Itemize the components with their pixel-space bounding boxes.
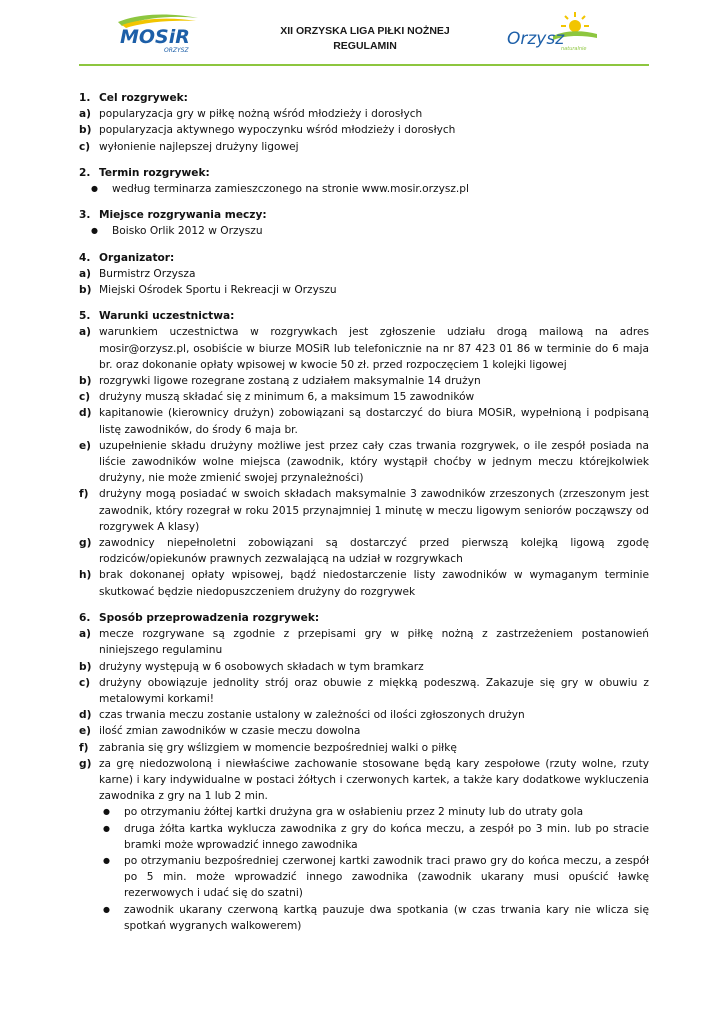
list-item [79, 567, 649, 599]
item-text: zabrania się gry wślizgiem w momencie bezpośredniej walki o piłkę [99, 741, 457, 754]
item-text: za grę niedozwoloną i niewłaściwe zachowanie stosowane będą kary zespołowe (rzuty wolne, rzuty karne) i kary indywidualne w postaci żółtych i czerwonych kartek, a także kary dodatkowe wykluczenia zawodnika z gry na 1 lub 2 min. [99, 757, 649, 803]
list-item [79, 122, 649, 138]
list-item [79, 723, 649, 739]
list-item [79, 373, 649, 389]
item-text: uzupełnienie składu drużyny możliwe jest przez cały czas trwania rozgrywek, o ile zespół posiada na liście zawodników wolne miejsca (zawodnik, który wystąpił choćby w jednym meczu którejkolwiek drużyny, nie może zmienić swojej przynależności) [99, 439, 649, 485]
item-text: ilość zmian zawodników w czasie meczu dowolna [99, 725, 361, 738]
section-heading [79, 165, 649, 181]
list-item [79, 266, 649, 282]
item-label: a) [79, 108, 91, 121]
item-text: drużyny obowiązuje jednolity strój oraz obuwie z miękką podeszwą. Zakazuje się gry w obuwiu z metalowymi korkami! [99, 676, 649, 705]
item-label: b) [79, 284, 92, 297]
bullet-item [79, 223, 649, 239]
svg-text:naturalnie: naturalnie [561, 46, 587, 52]
bullet-icon: ● [103, 807, 110, 817]
item-text: popularyzacja gry w piłkę nożną wśród młodzieży i dorosłych [99, 108, 423, 121]
svg-text:Orzysz: Orzysz [507, 29, 565, 49]
list-item [79, 756, 649, 805]
item-label: f) [79, 488, 89, 501]
section-2 [79, 165, 649, 197]
item-label: d) [79, 709, 92, 722]
list-item [79, 486, 649, 535]
item-label: b) [79, 660, 92, 673]
section-5 [79, 308, 649, 600]
section-title: Warunki uczestnictwa: [99, 310, 235, 323]
list-item [79, 139, 649, 155]
regulations-body [79, 90, 649, 944]
item-label: e) [79, 439, 92, 452]
bullet-text: po otrzymaniu bezpośredniej czerwonej kartki zawodnik traci prawo gry do końca meczu, a zespół po 5 min. może wprowadzić innego zawodnika (zawodnik ukarany musi opuścić ławkę rezerwowych i udać się do szatni) [124, 854, 649, 900]
list-item [79, 438, 649, 487]
list-item [79, 106, 649, 122]
section-title: Cel rozgrywek: [99, 92, 188, 104]
bullet-item [91, 902, 649, 934]
item-label: a) [79, 326, 91, 339]
section-heading [79, 207, 649, 223]
bullet-item [91, 853, 649, 902]
bullet-item [91, 804, 649, 820]
section-3 [79, 207, 649, 239]
item-label: c) [79, 391, 91, 404]
section-title: Termin rozgrywek: [99, 166, 210, 179]
section-heading [79, 610, 649, 626]
title-line-2: REGULAMIN [333, 40, 397, 52]
item-text: wyłonienie najlepszej drużyny ligowej [99, 140, 299, 153]
list-item [79, 535, 649, 567]
item-text: Burmistrz Orzysza [99, 267, 196, 280]
list-item [79, 707, 649, 723]
bullet-icon: ● [103, 904, 110, 914]
item-label: g) [79, 757, 92, 770]
list-item [79, 405, 649, 437]
list-item [79, 675, 649, 707]
item-label: f) [79, 741, 89, 754]
section-number: 4. [79, 251, 91, 264]
section-number: 5. [79, 310, 91, 323]
title-line-1: XII ORZYSKA LIGA PIŁKI NOŻNEJ [280, 25, 450, 37]
bullet-icon: ● [103, 855, 110, 865]
item-text: warunkiem uczestnictwa w rozgrywkach jest zgłoszenie udziału drogą mailową na adres mosir@orzysz.pl, osobiście w biurze MOSiR lub telefonicznie na nr 87 423 01 86 w terminie do 6 maja br. oraz dokonanie opłaty wpisowej w kwocie 50 zł. przed rozpoczęciem 1 kolejki ligowej [99, 326, 649, 371]
item-text: drużyny muszą składać się z minimum 6, a maksimum 15 zawodników [99, 391, 475, 404]
list-item [79, 389, 649, 405]
page-header [0, 0, 725, 68]
section-title: Sposób przeprowadzenia rozgrywek: [99, 611, 320, 624]
section-number: 1. [79, 92, 91, 104]
item-label: c) [79, 676, 91, 689]
bullet-item [79, 181, 649, 197]
sun-icon [561, 12, 589, 32]
item-text: mecze rozgrywane są zgodnie z przepisami gry w piłkę nożną z zastrzeżeniem postanowień niniejszego regulaminu [99, 628, 649, 657]
bullet-text: zawodnik ukarany czerwoną kartką pauzuje dwa spotkania (w czas trwania kary nie wlicza się spotkań wygranych walkowerem) [124, 903, 649, 932]
section-1 [79, 90, 649, 155]
item-text: Miejski Ośrodek Sportu i Rekreacji w Orzyszu [99, 284, 337, 297]
section-title: Organizator: [99, 251, 175, 264]
penalty-list [79, 804, 649, 934]
item-label: e) [79, 725, 92, 738]
section-number: 3. [79, 209, 91, 222]
item-text: zawodnicy niepełnoletni zobowiązani są dostarczyć przed pierwszą kolejką ligową zgodę rodziców/opiekunów prawnych zezwalającą na udział w rozgrywkach [99, 537, 649, 566]
item-text: brak dokonanej opłaty wpisowej, bądź niedostarczenie listy zawodników w wymaganym terminie skutkować będzie niedopuszczeniem drużyny do rozgrywek [99, 569, 649, 598]
svg-text:ORZYSZ: ORZYSZ [164, 47, 189, 54]
item-text: popularyzacja aktywnego wypoczynku wśród młodzieży i dorosłych [99, 124, 456, 137]
item-label: b) [79, 375, 92, 388]
bullet-text: według terminarza zamieszczonego na stronie www.mosir.orzysz.pl [112, 183, 469, 196]
section-4 [79, 250, 649, 299]
bullet-icon: ● [91, 184, 98, 194]
section-title: Miejsce rozgrywania meczy: [99, 209, 267, 222]
header-divider [79, 64, 649, 66]
section-number: 2. [79, 166, 91, 179]
item-text: czas trwania meczu zostanie ustalony w zależności od ilości zgłoszonych drużyn [99, 709, 525, 722]
mosir-logo [112, 12, 202, 54]
bullet-icon: ● [91, 226, 98, 236]
section-heading [79, 250, 649, 266]
bullet-text: po otrzymaniu żółtej kartki drużyna gra w osłabieniu przez 2 minuty lub do utraty gola [124, 806, 584, 819]
section-number: 6. [79, 611, 91, 624]
section-6 [79, 610, 649, 934]
item-label: c) [79, 140, 91, 153]
list-item [79, 659, 649, 675]
item-label: b) [79, 124, 92, 137]
item-label: g) [79, 537, 92, 550]
orzysz-logo [505, 10, 603, 54]
item-label: a) [79, 628, 91, 641]
list-item [79, 626, 649, 658]
svg-text:MOSiR: MOSiR [120, 26, 190, 48]
item-label: h) [79, 569, 92, 582]
bullet-text: druga żółta kartka wyklucza zawodnika z gry do końca meczu, a zespół po 3 min. lub po stracie bramki może wprowadzić innego zawodnika [124, 822, 649, 851]
bullet-text: Boisko Orlik 2012 w Orzyszu [112, 225, 263, 238]
list-item [79, 740, 649, 756]
list-item [79, 324, 649, 373]
bullet-icon: ● [103, 823, 110, 833]
section-heading [79, 308, 649, 324]
item-label: d) [79, 407, 92, 420]
item-text: kapitanowie (kierownicy drużyn) zobowiązani są dostarczyć do biura MOSiR, wypełnioną i podpisaną listę zawodników, do środy 6 maja br. [99, 407, 649, 436]
bullet-item [91, 821, 649, 853]
document-title [230, 24, 500, 54]
item-text: drużyny mogą posiadać w swoich składach maksymalnie 3 zawodników zrzeszonych (zrzeszonym jest zawodnik, który rozegrał w roku 2015 przynajmniej 1 minutę w meczu ligowym seniorów począwszy od rozgrywek A klasy) [99, 488, 649, 533]
item-label: a) [79, 267, 91, 280]
item-text: rozgrywki ligowe rozegrane zostaną z udziałem maksymalnie 14 drużyn [99, 375, 481, 388]
section-heading [79, 90, 649, 106]
item-text: drużyny występują w 6 osobowych składach w tym bramkarz [99, 660, 424, 673]
list-item [79, 282, 649, 298]
